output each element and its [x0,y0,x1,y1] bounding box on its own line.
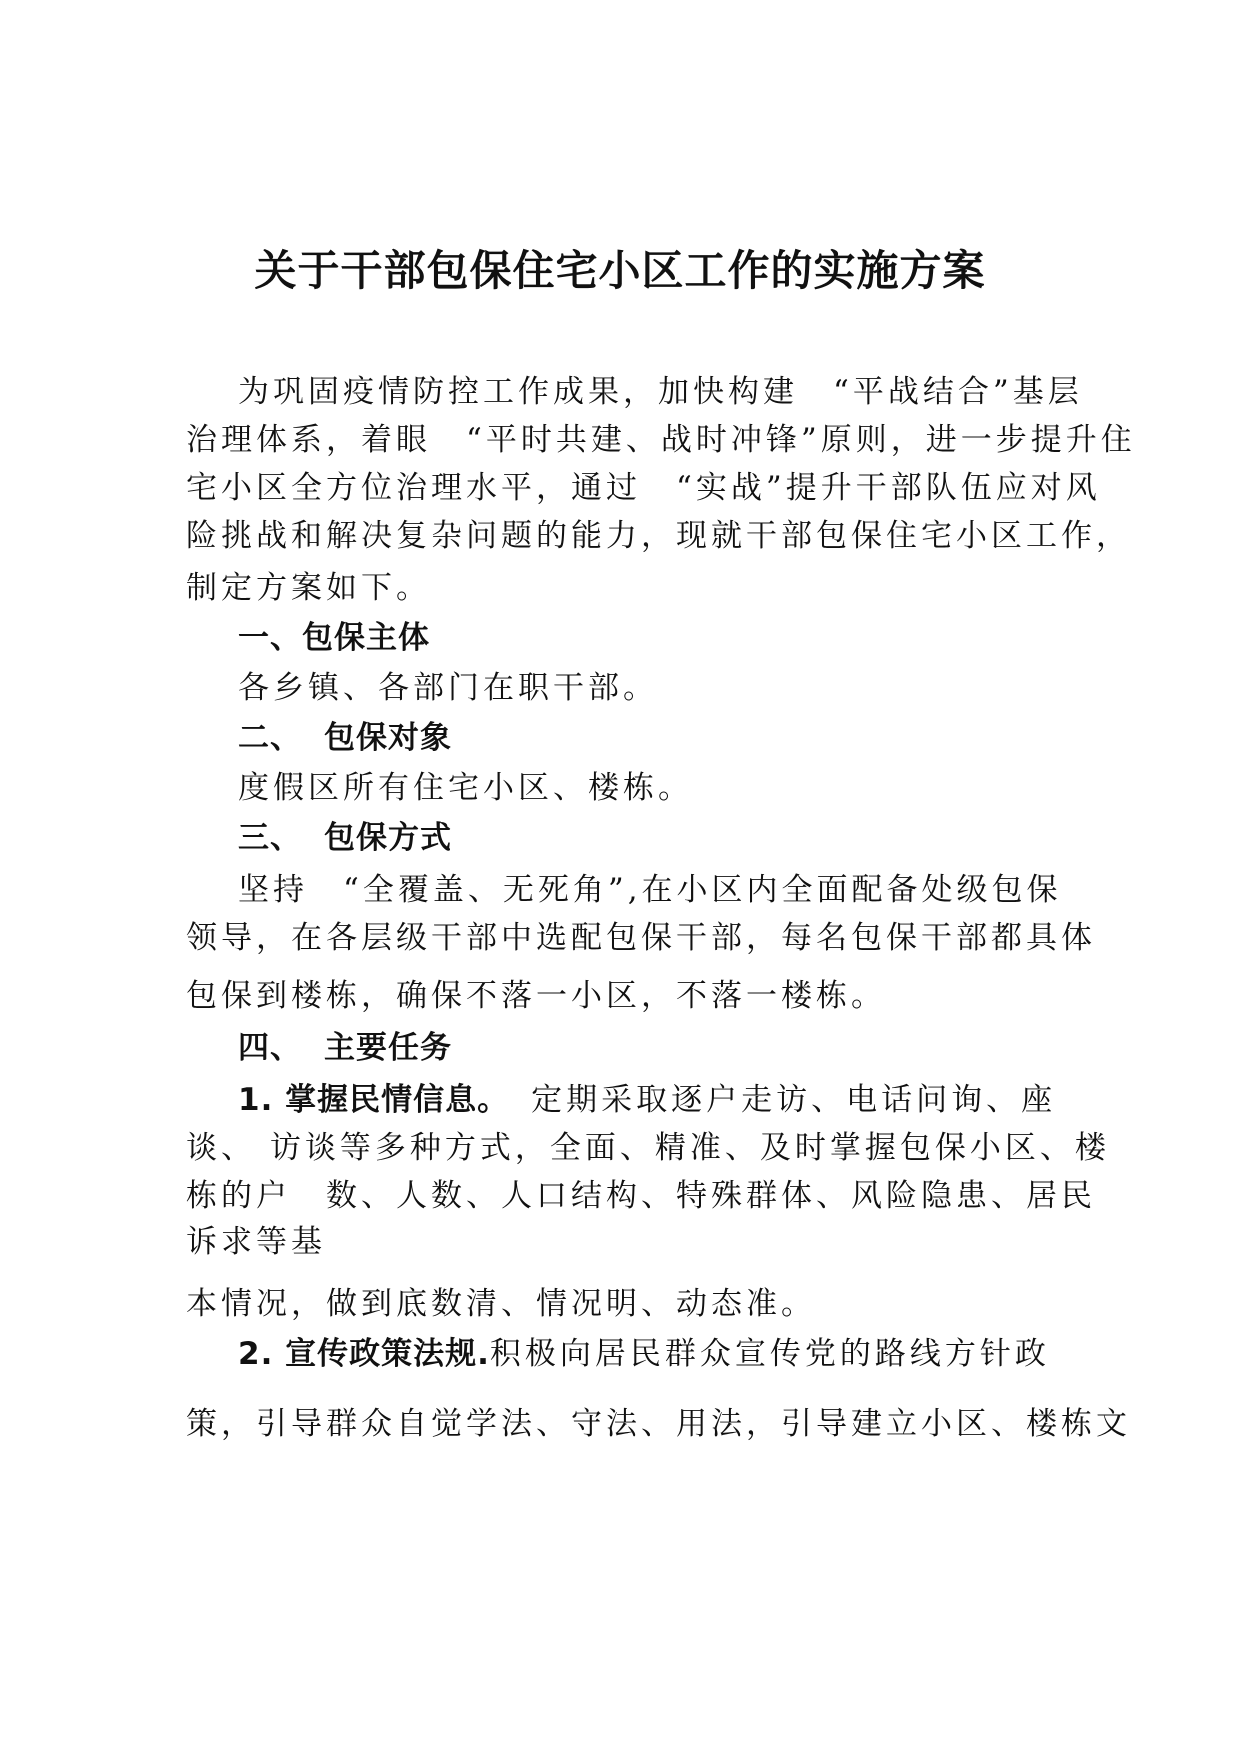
intro-line-1: 为巩固疫情防控工作成果，加快构建 “平战结合”基层 [238,374,1083,410]
intro-line-3: 宅小区全方位治理水平，通过 “实战”提升干部队伍应对风 [186,470,1101,506]
section-4-heading [238,1028,452,1068]
section-2-title: 包保对象 [324,720,452,756]
task-2-text: 积极向居民群众宣传党的路线方针政 [489,1336,1050,1372]
section-1-heading: 一、包保主体 [238,620,430,656]
task-1-line-4: 诉求等基 [186,1224,326,1260]
section-4-number: 四、 [238,1030,302,1066]
task-2-line-1 [238,1334,1050,1374]
task-1-line-5: 本情况，做到底数清、情况明、动态准。 [186,1286,816,1322]
document-title: 关于干部包保住宅小区工作的实施方案 [254,246,986,295]
task-1-line-1 [238,1080,1056,1120]
task-1-text: 定期采取逐户走访、电话问询、座 [531,1082,1057,1118]
task-1-label: 1. 掌握民情信息。 [238,1082,510,1118]
intro-line-5: 制定方案如下。 [186,570,431,606]
section-3-number: 三、 [238,820,302,856]
section-3-line-1: 坚持 “全覆盖、无死角”,在小区内全面配备处级包保 [238,872,1062,908]
intro-line-2: 治理体系，着眼 “平时共建、战时冲锋”原则，进一步提升住 [186,422,1136,458]
task-1-line-3: 栋的户 数、人数、人口结构、特殊群体、风险隐患、居民 [186,1178,1096,1214]
section-4-title: 主要任务 [324,1030,452,1066]
section-3-title: 包保方式 [324,820,452,856]
task-2-label: 2. 宣传政策法规. [238,1336,490,1372]
task-1-line-2: 谈、 访谈等多种方式，全面、精准、及时掌握包保小区、楼 [186,1130,1110,1166]
section-2-body: 度假区所有住宅小区、楼栋。 [238,770,693,806]
section-2-number: 二、 [238,720,302,756]
section-3-line-2: 领导，在各层级干部中选配包保干部，每名包保干部都具体 [186,920,1096,956]
section-1-body: 各乡镇、各部门在职干部。 [238,670,658,706]
task-2-line-2: 策，引导群众自觉学法、守法、用法，引导建立小区、楼栋文 [186,1406,1131,1442]
section-3-heading [238,818,452,858]
intro-line-4: 险挑战和解决复杂问题的能力，现就干部包保住宅小区工作， [186,518,1131,554]
section-3-line-3: 包保到楼栋，确保不落一小区，不落一楼栋。 [186,978,886,1014]
section-2-heading [238,718,452,758]
